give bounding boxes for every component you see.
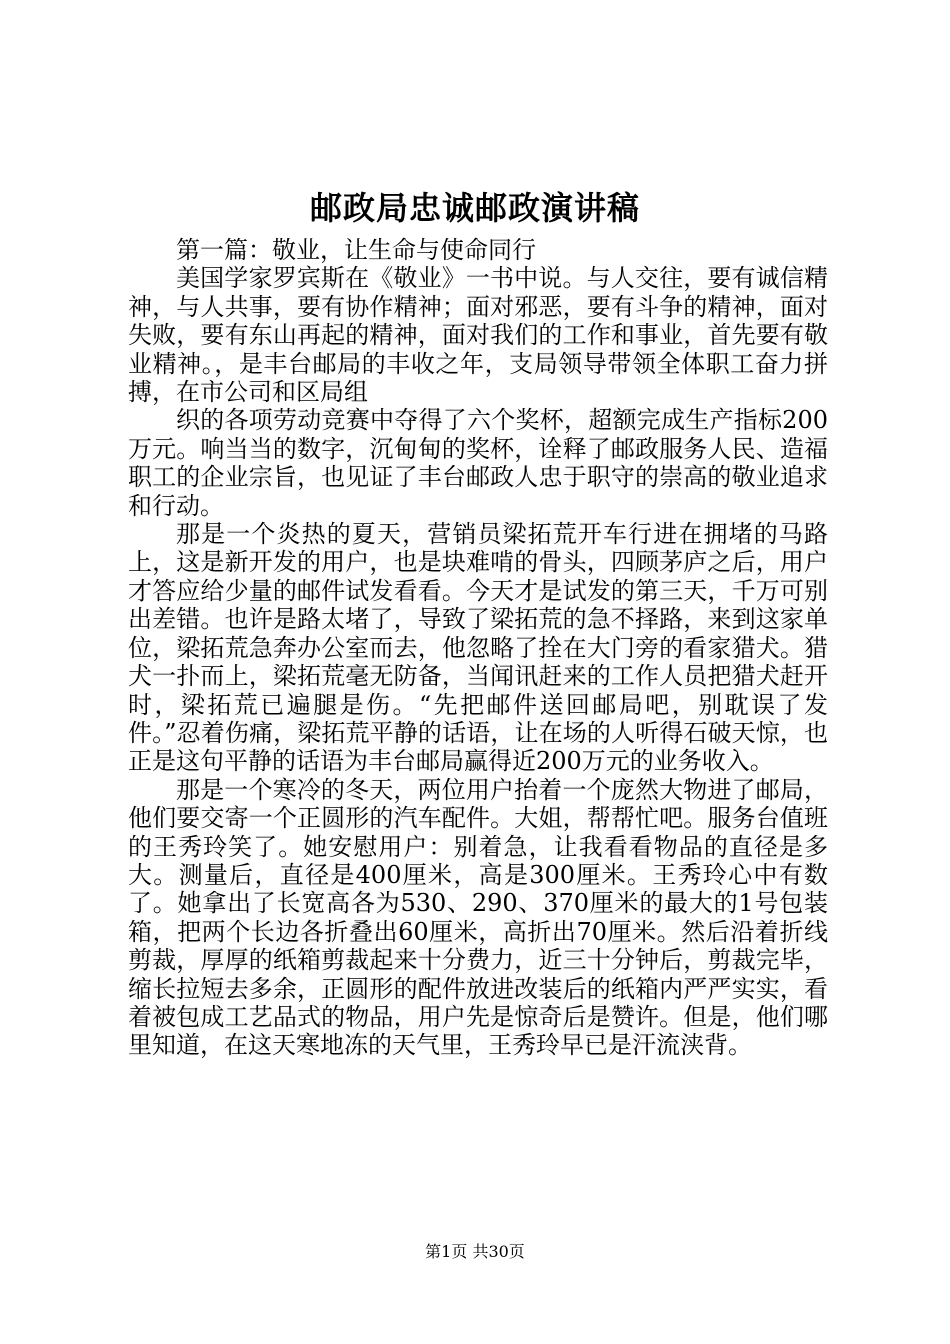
body-paragraph: 织的各项劳动竞赛中夺得了六个奖杯，超额完成生产指标200万元。响当当的数字，沉甸甸的奖杯，诠释了邮政服务人民、造福职工的企业宗旨，也见证了丰台邮政人忠于职守的崇高的敬业追求和行动。: [128, 406, 828, 520]
section-heading: 第一篇：敬业，让生命与使命同行: [176, 236, 536, 264]
document-title: 邮政局忠诚邮政演讲稿: [309, 189, 640, 227]
body-paragraph: 那是一个寒冷的冬天，两位用户抬着一个庞然大物进了邮局，他们要交寄一个正圆形的汽车配件。大姐，帮帮忙吧。服务台值班的王秀玲笑了。她安慰用户：别着急，让我看看物品的直径是多大。测量后，直径是400厘米，高是300厘米。王秀玲心中有数了。她拿出了长宽高各为530、290、370厘米的最大的1号包装箱，把两个长边各折叠出60厘米，高折出70厘米。然后沿着折线剪裁，厚厚的纸箱剪裁起来十分费力，近三十分钟后，剪裁完毕，缩长拉短去多余，正圆形的配件放进改装后的纸箱内严严实实，看着被包成工艺品式的物品，用户先是惊奇后是赞许。但是，他们哪里知道，在这天寒地冻的天气里，王秀玲早已是汗流浃背。: [128, 775, 828, 1060]
document-body: [128, 236, 828, 1060]
body-paragraph: 美国学家罗宾斯在《敬业》一书中说。与人交往，要有诚信精神，与人共事，要有协作精神；面对邪恶，要有斗争的精神，面对失败，要有东山再起的精神，面对我们的工作和事业，首先要有敬业精神。，是丰台邮局的丰收之年，支局领导带领全体职工奋力拼搏，在市公司和区局组: [128, 264, 828, 407]
body-paragraph: 那是一个炎热的夏天，营销员梁拓荒开车行进在拥堵的马路上，这是新开发的用户，也是块难啃的骨头，四顾茅庐之后，用户才答应给少量的邮件试发看看。今天才是试发的第三天，千万可别出差错。也许是路太堵了，导致了梁拓荒的急不择路，来到这家单位，梁拓荒急奔办公室而去，他忽略了拴在大门旁的看家猎犬。猎犬一扑而上，梁拓荒毫无防备，当闻讯赶来的工作人员把猎犬赶开时，梁拓荒已遍腿是伤。“先把邮件送回邮局吧，别耽误了发件。”忍着伤痛，梁拓荒平静的话语，让在场的人听得石破天惊，也正是这句平静的话语为丰台邮局赢得近200万元的业务收入。: [128, 520, 828, 776]
page-footer: 第1页 共30页: [425, 1242, 525, 1261]
